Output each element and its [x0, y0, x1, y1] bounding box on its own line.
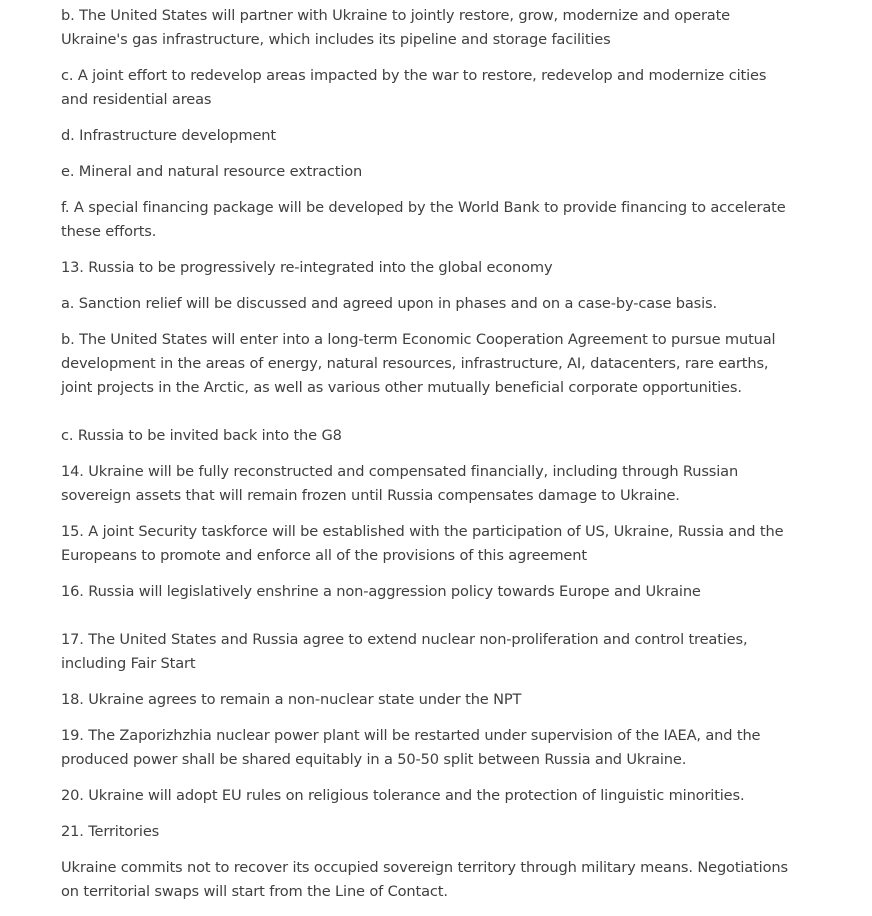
paragraph-point-12d: d. Infrastructure development — [61, 127, 276, 144]
paragraph-point-13a: a. Sanction relief will be discussed and agreed upon in phases and on a case-by-case basis. — [61, 295, 717, 312]
paragraph-point-20: 20. Ukraine will adopt EU rules on religious tolerance and the protection of linguistic minorities. — [61, 787, 745, 804]
paragraph-point-13b: b. The United States will enter into a long-term Economic Cooperation Agreement to pursue mutual development in the areas of energy, natural resources, infrastructure, AI, datacenters, rare earths, joint projects in the Arctic, as well as various other mutually beneficial corporate opportunities. — [61, 331, 776, 396]
paragraph-point-12c: c. A joint effort to redevelop areas impacted by the war to restore, redevelop and modernize cities and residential areas — [61, 67, 767, 108]
paragraph-point-15: 15. A joint Security taskforce will be established with the participation of US, Ukraine, Russia and the Europeans to promote and enforce all of the provisions of this agreement — [61, 523, 784, 564]
paragraph-point-12f: f. A special financing package will be developed by the World Bank to provide financing to accelerate these efforts. — [61, 199, 786, 240]
paragraph-point-12b: b. The United States will partner with Ukraine to jointly restore, grow, modernize and operate Ukraine's gas infrastructure, which includes its pipeline and storage facilities — [61, 7, 730, 48]
paragraph-point-14: 14. Ukraine will be fully reconstructed and compensated financially, including through Russian sovereign assets that will remain frozen until Russia compensates damage to Ukraine. — [61, 463, 739, 504]
paragraph-point-13: 13. Russia to be progressively re-integrated into the global economy — [61, 259, 553, 276]
paragraph-point-21-text: Ukraine commits not to recover its occupied sovereign territory through military means. Negotiations on territorial swaps will start from the Line of Contact. — [61, 859, 788, 900]
paragraph-point-12e: e. Mineral and natural resource extraction — [61, 163, 363, 180]
paragraph-point-13c: c. Russia to be invited back into the G8 — [61, 427, 342, 444]
paragraph-point-16: 16. Russia will legislatively enshrine a non-aggression policy towards Europe and Ukraine — [61, 583, 701, 600]
article-body — [61, 4, 791, 916]
paragraph-point-18: 18. Ukraine agrees to remain a non-nuclear state under the NPT — [61, 691, 522, 708]
paragraph-point-21: 21. Territories — [61, 823, 160, 840]
paragraph-point-17: 17. The United States and Russia agree to extend nuclear non-proliferation and control treaties, including Fair Start — [61, 631, 748, 672]
paragraph-point-19: 19. The Zaporizhzhia nuclear power plant will be restarted under supervision of the IAEA, and the produced power shall be shared equitably in a 50-50 split between Russia and Ukraine. — [61, 727, 761, 768]
